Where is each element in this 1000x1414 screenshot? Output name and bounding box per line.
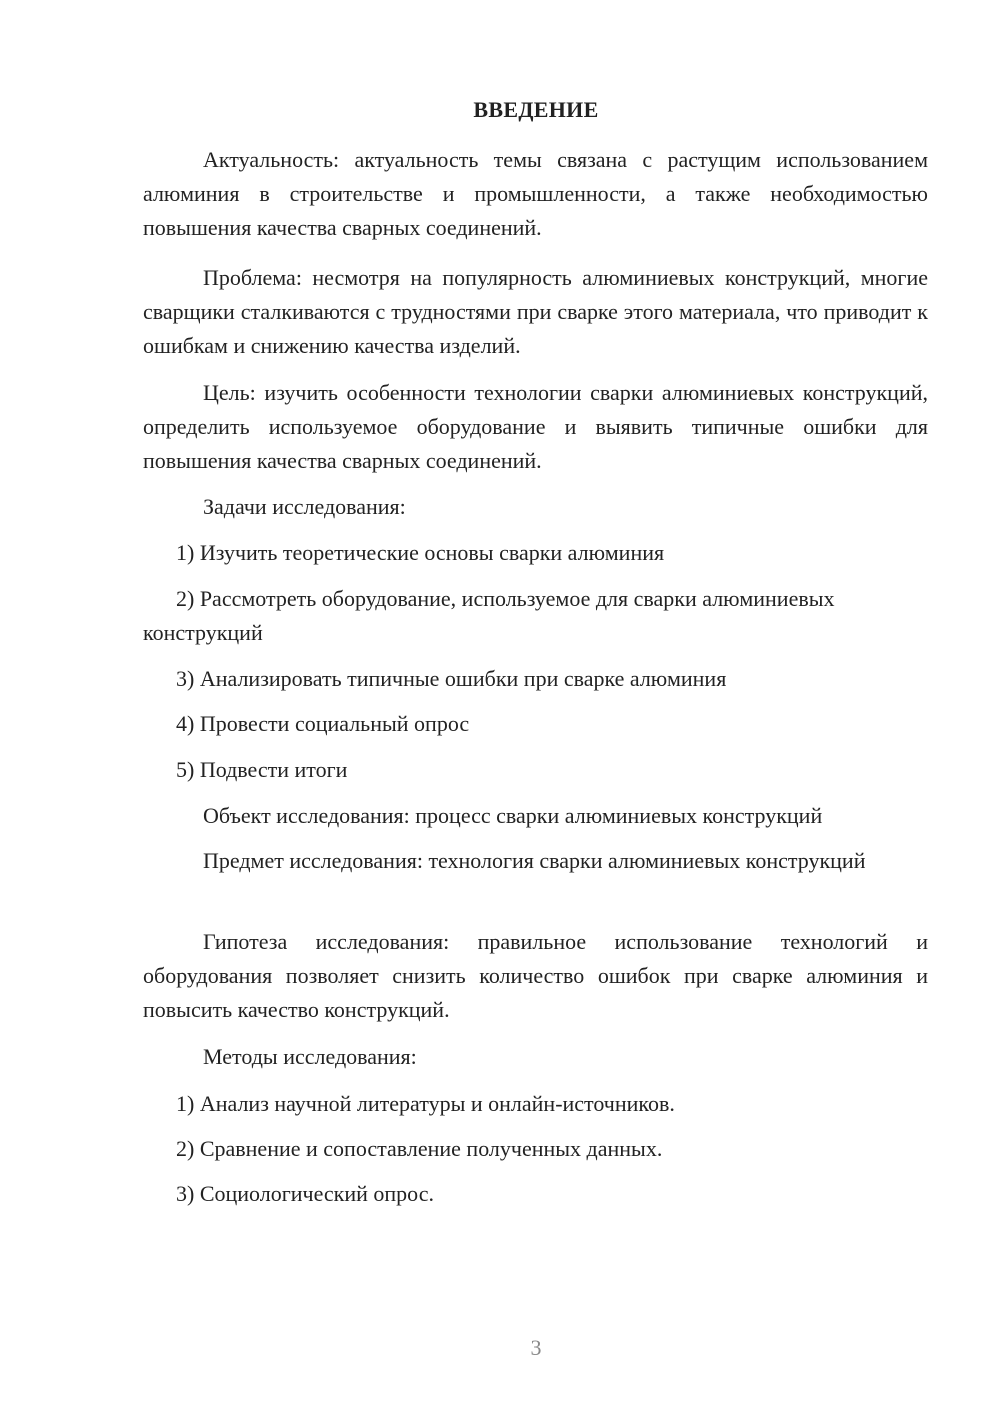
paragraph-object: Объект исследования: процесс сварки алюминиевых конструкций <box>203 803 823 828</box>
paragraph-goal: Цель: изучить особенности технологии сварки алюминиевых конструкций, определить используемое оборудование и выявить типичные ошибки для повышения качества сварных соединений. <box>143 380 928 473</box>
list-item: 1) Анализ научной литературы и онлайн-источников. <box>176 1091 675 1116</box>
tasks-heading: Задачи исследования: <box>203 494 406 519</box>
list-item: 1) Изучить теоретические основы сварки алюминия <box>176 540 665 565</box>
list-item: 3) Анализировать типичные ошибки при сварке алюминия <box>176 666 727 691</box>
paragraph-hypothesis: Гипотеза исследования: правильное использование технологий и оборудования позволяет снизить количество ошибок при сварке алюминия и повысить качество конструкций. <box>143 929 928 1022</box>
page-title: ВВЕДЕНИЕ <box>473 97 599 122</box>
list-item: 2) Сравнение и сопоставление полученных данных. <box>176 1136 663 1161</box>
list-item: 3) Социологический опрос. <box>176 1181 434 1206</box>
paragraph-relevance: Актуальность: актуальность темы связана с растущим использованием алюминия в строительстве и промышленности, а также необходимостью повышения качества сварных соединений. <box>143 147 928 240</box>
list-item: 5) Подвести итоги <box>176 757 348 782</box>
paragraph-subject: Предмет исследования: технология сварки алюминиевых конструкций <box>203 848 866 873</box>
list-item: 2) Рассмотреть оборудование, используемое для сварки алюминиевых конструкций <box>143 586 835 645</box>
paragraph-problem: Проблема: несмотря на популярность алюминиевых конструкций, многие сварщики сталкиваются с трудностями при сварке этого материала, что приводит к ошибкам и снижению качества изделий. <box>143 265 928 358</box>
page-number: 3 <box>530 1335 542 1360</box>
list-item: 4) Провести социальный опрос <box>176 711 470 736</box>
methods-heading: Методы исследования: <box>203 1044 417 1069</box>
